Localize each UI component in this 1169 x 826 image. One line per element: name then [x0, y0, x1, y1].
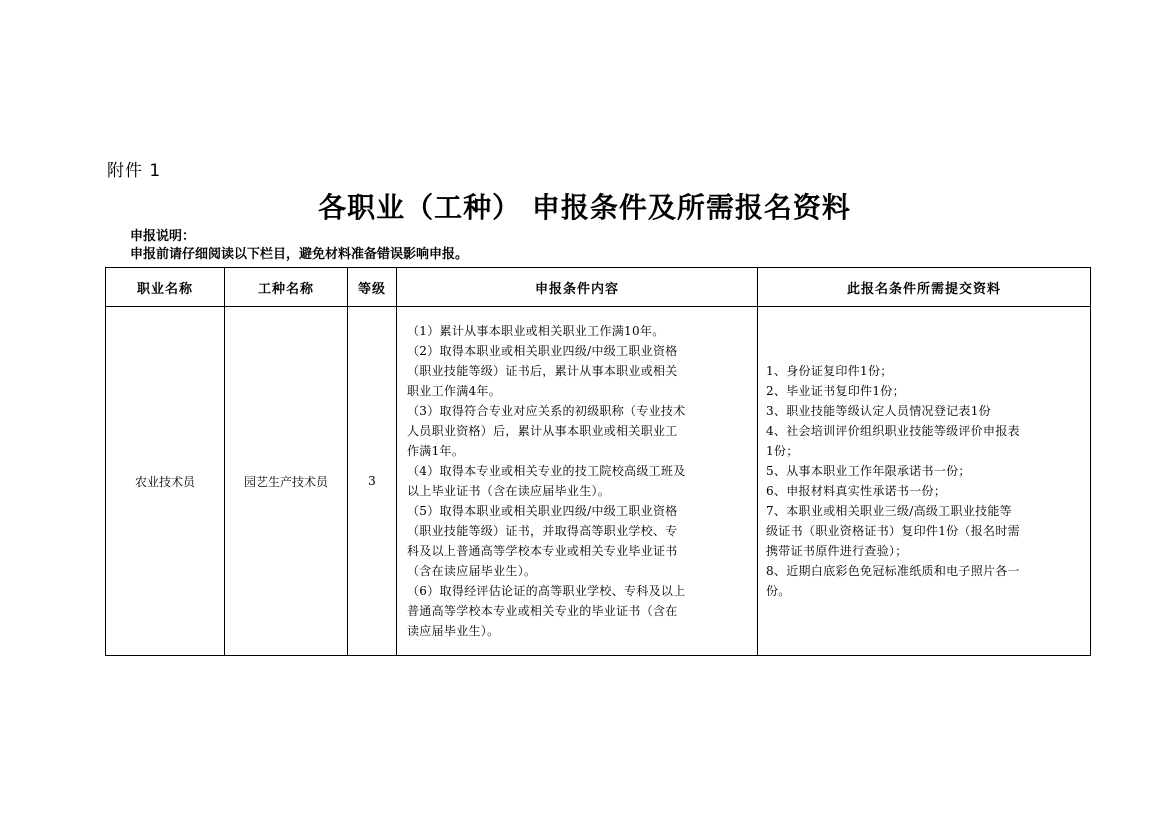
condition-line: （1）累计从事本职业或相关职业工作满10年。 — [407, 324, 665, 338]
condition-line: 读应届毕业生）。 — [407, 624, 500, 638]
condition-line: （3）取得符合专业对应关系的初级职称（专业技术 — [407, 404, 686, 418]
table-header-row — [106, 268, 1091, 307]
condition-line: 职业工作满4年。 — [407, 384, 502, 398]
condition-line: （职业技能等级）证书，并取得高等职业学校、专 — [407, 524, 678, 538]
condition-line: 以上毕业证书（含在读应届毕业生）。 — [407, 484, 611, 498]
column-header-occupation: 职业名称 — [106, 268, 225, 307]
material-line: 3、职业技能等级认定人员情况登记表1份 — [766, 404, 991, 418]
material-line: 5、从事本职业工作年限承诺书一份； — [766, 464, 971, 478]
materials-cell — [758, 307, 1091, 656]
table-row — [106, 307, 1091, 656]
column-header-level: 等级 — [348, 268, 397, 307]
condition-line: 人员职业资格）后，累计从事本职业或相关职业工 — [407, 424, 678, 438]
condition-line: 科及以上普通高等学校本专业或相关专业毕业证书 — [407, 544, 678, 558]
condition-line: （2）取得本职业或相关职业四级/中级工职业资格 — [407, 344, 678, 358]
material-line: 1份； — [766, 444, 799, 458]
material-line: 6、申报材料真实性承诺书一份； — [766, 484, 947, 498]
column-header-materials: 此报名条件所需提交资料 — [758, 268, 1091, 307]
column-header-conditions: 申报条件内容 — [397, 268, 758, 307]
material-line: 2、毕业证书复印件1份； — [766, 384, 905, 398]
attachment-label: 附件 1 — [107, 161, 162, 181]
material-line: 7、本职业或相关职业三级/高级工职业技能等 — [766, 504, 1012, 518]
requirements-table — [105, 267, 1091, 656]
notes-instruction: 申报前请仔细阅读以下栏目，避免材料准备错误影响申报。 — [130, 247, 469, 262]
material-line: 携带证书原件进行查验）； — [766, 544, 908, 558]
conditions-cell — [397, 307, 758, 656]
column-header-work-type: 工种名称 — [225, 268, 348, 307]
condition-line: 普通高等学校本专业或相关专业的毕业证书（含在 — [407, 604, 678, 618]
occupation-cell: 农业技术员 — [106, 307, 225, 656]
condition-line: （6）取得经评估论证的高等职业学校、专科及以上 — [407, 584, 686, 598]
work-type-cell: 园艺生产技术员 — [225, 307, 348, 656]
condition-line: （职业技能等级）证书后，累计从事本职业或相关 — [407, 364, 678, 378]
material-line: 4、社会培训评价组织职业技能等级评价申报表 — [766, 424, 1020, 438]
material-line: 份。 — [766, 584, 791, 598]
condition-line: （4）取得本专业或相关专业的技工院校高级工班及 — [407, 464, 686, 478]
condition-line: （含在读应届毕业生）。 — [407, 564, 537, 578]
page-title: 各职业（工种） 申报条件及所需报名资料 — [318, 191, 851, 224]
material-line: 级证书（职业资格证书）复印件1份（报名时需 — [766, 524, 1020, 538]
notes-heading: 申报说明： — [130, 229, 196, 244]
material-line: 8、近期白底彩色免冠标准纸质和电子照片各一 — [766, 564, 1020, 578]
level-cell: 3 — [348, 307, 397, 656]
condition-line: （5）取得本职业或相关职业四级/中级工职业资格 — [407, 504, 678, 518]
condition-line: 作满1年。 — [407, 444, 465, 458]
material-line: 1、身份证复印件1份； — [766, 364, 893, 378]
